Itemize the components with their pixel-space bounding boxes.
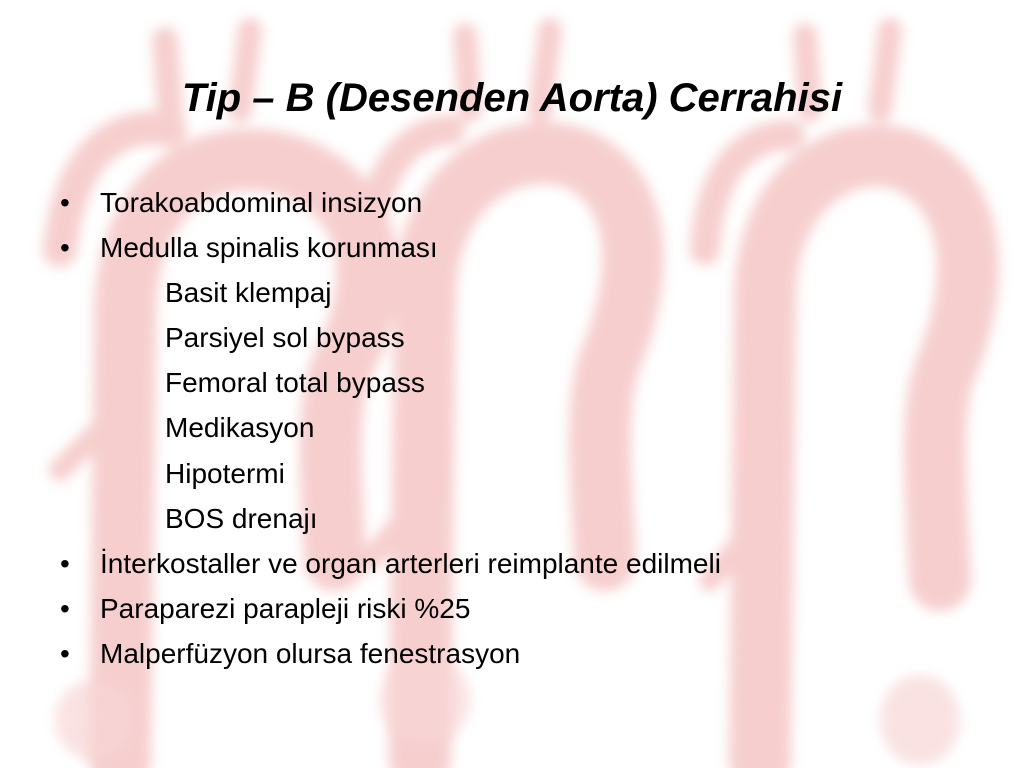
bullet-text: İnterkostaller ve organ arterleri reimplante edilmeli [100, 547, 721, 579]
bullet-icon: • [60, 232, 70, 264]
sub-item [58, 270, 998, 315]
bullet-icon: • [60, 592, 70, 624]
bullet-icon: • [60, 637, 70, 669]
sub-item [58, 451, 998, 496]
sub-item-text: BOS drenajı [165, 502, 318, 534]
slide-content [58, 180, 998, 676]
bullet-icon: • [60, 187, 70, 218]
sub-item [58, 496, 998, 541]
sub-item-text: Parsiyel sol bypass [165, 322, 405, 354]
bullet-text: Medulla spinalis korunması [100, 232, 438, 264]
bullet-item [58, 586, 998, 631]
sub-item-text: Hipotermi [165, 457, 285, 489]
sub-item [58, 405, 998, 450]
sub-item [58, 315, 998, 360]
bullet-item [58, 631, 998, 676]
bullet-text: Malperfüzyon olursa fenestrasyon [100, 637, 521, 669]
sub-item [58, 360, 998, 405]
sub-item-text: Medikasyon [165, 412, 315, 444]
bullet-text: Paraparezi parapleji riski %25 [100, 592, 471, 624]
bullet-text: Torakoabdominal insizyon [100, 187, 423, 218]
sub-item-text: Femoral total bypass [165, 367, 425, 399]
bullet-item [58, 180, 998, 225]
bullet-icon: • [60, 547, 70, 579]
bullet-item [58, 225, 998, 270]
bullet-item [58, 541, 998, 586]
sub-item-text: Basit klempaj [165, 277, 332, 309]
slide-title: Tip – B (Desenden Aorta) Cerrahisi [181, 76, 843, 120]
